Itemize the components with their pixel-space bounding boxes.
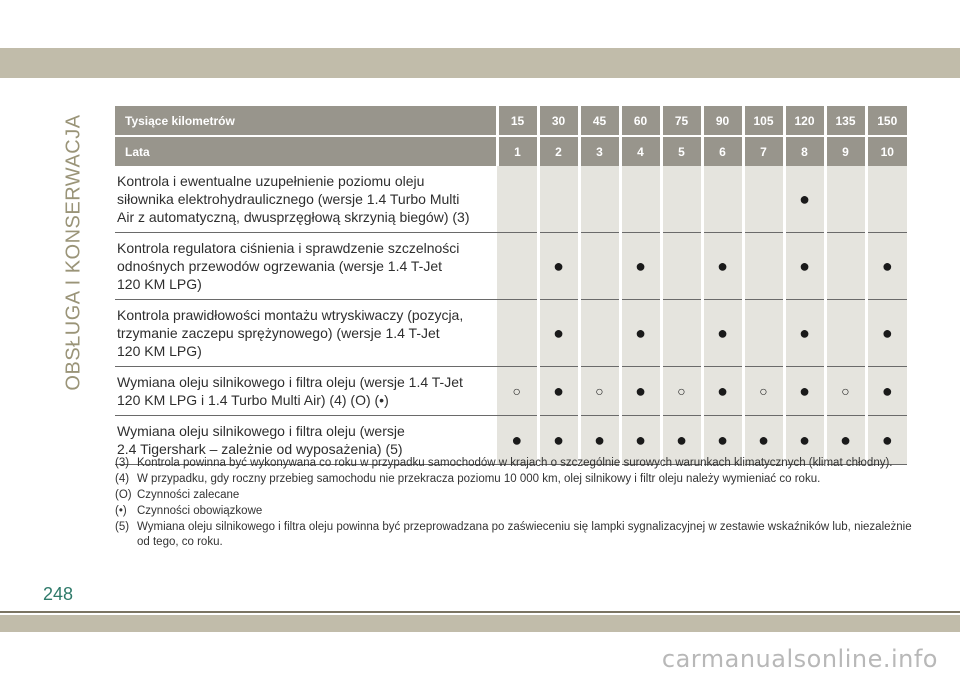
recommended-mark: ○ xyxy=(497,367,538,416)
description-line: Wymiana oleju silnikowego i filtra oleju (wersje xyxy=(117,423,405,439)
km-cell: 135 xyxy=(825,106,866,136)
description-line: Air z automatyczną, dwusprzęgłową skrzynią biegów) (3) xyxy=(117,209,470,225)
mandatory-mark: ● xyxy=(538,416,579,465)
mandatory-mark: ● xyxy=(825,416,866,465)
description-line: siłownika elektrohydraulicznego (wersje 1.4 Turbo Multi xyxy=(117,191,460,207)
recommended-mark: ○ xyxy=(579,367,620,416)
header-years-label: Lata xyxy=(115,136,497,166)
description-line: 120 KM LPG i 1.4 Turbo Multi Air) (4) (O) (•) xyxy=(117,392,389,408)
mandatory-mark: ● xyxy=(538,367,579,416)
description-line: Kontrola i ewentualne uzupełnienie poziomu oleju xyxy=(117,173,425,189)
empty-cell xyxy=(661,300,702,367)
footnote xyxy=(115,504,915,519)
empty-cell xyxy=(661,166,702,233)
footnote-key: (•) xyxy=(115,505,127,517)
year-cell: 1 xyxy=(497,136,538,166)
year-cell: 6 xyxy=(702,136,743,166)
row-description xyxy=(115,367,497,416)
mandatory-mark: ● xyxy=(620,416,661,465)
empty-cell xyxy=(825,166,866,233)
empty-cell xyxy=(579,233,620,300)
km-cell: 105 xyxy=(743,106,784,136)
mandatory-mark: ● xyxy=(579,416,620,465)
empty-cell xyxy=(497,233,538,300)
mandatory-mark: ● xyxy=(620,233,661,300)
schedule-row xyxy=(115,300,907,367)
schedule-row xyxy=(115,367,907,416)
footnote-text: Czynności zalecane xyxy=(137,489,240,501)
year-cell: 4 xyxy=(620,136,661,166)
section-title-vertical xyxy=(52,102,96,402)
km-cell: 15 xyxy=(497,106,538,136)
year-cell: 8 xyxy=(784,136,825,166)
row-description xyxy=(115,166,497,233)
mandatory-mark: ● xyxy=(620,300,661,367)
mandatory-mark: ● xyxy=(866,300,907,367)
maintenance-schedule-table xyxy=(115,106,907,465)
footnote-text: Kontrola powinna być wykonywana co roku w przypadku samochodów w krajach o szczególnie surowych warunkach klimatycznych (klimat chłodny). xyxy=(137,457,893,469)
watermark: carmanualsonline.info xyxy=(661,645,938,673)
footnote xyxy=(115,520,915,550)
page-number: 248 xyxy=(43,584,74,604)
footnote-key: (3) xyxy=(115,457,130,469)
row-description xyxy=(115,300,497,367)
schedule-row xyxy=(115,166,907,233)
mandatory-mark: ● xyxy=(702,367,743,416)
mandatory-mark: ● xyxy=(866,367,907,416)
section-title: OBSŁUGA I KONSERWACJA xyxy=(62,113,85,391)
description-line: 120 KM LPG) xyxy=(117,343,202,359)
header-km-label: Tysiące kilometrów xyxy=(115,106,497,136)
header-row-km xyxy=(115,106,907,136)
empty-cell xyxy=(538,166,579,233)
empty-cell xyxy=(825,300,866,367)
mandatory-mark: ● xyxy=(661,416,702,465)
footnote xyxy=(115,472,915,487)
footnote-key: (O) xyxy=(115,489,132,501)
km-cell: 30 xyxy=(538,106,579,136)
empty-cell xyxy=(702,166,743,233)
km-cell: 150 xyxy=(866,106,907,136)
mandatory-mark: ● xyxy=(620,367,661,416)
header-bar xyxy=(0,48,960,78)
footnote xyxy=(115,456,915,471)
year-cell: 2 xyxy=(538,136,579,166)
empty-cell xyxy=(497,300,538,367)
mandatory-mark: ● xyxy=(538,300,579,367)
empty-cell xyxy=(825,233,866,300)
schedule-row xyxy=(115,233,907,300)
mandatory-mark: ● xyxy=(743,416,784,465)
description-line: Kontrola regulatora ciśnienia i sprawdzenie szczelności xyxy=(117,240,460,256)
row-description xyxy=(115,233,497,300)
km-cell: 120 xyxy=(784,106,825,136)
empty-cell xyxy=(579,300,620,367)
empty-cell xyxy=(743,166,784,233)
header-row-years xyxy=(115,136,907,166)
footnote-text: Czynności obowiązkowe xyxy=(137,505,263,517)
description-line: Wymiana oleju silnikowego i filtra oleju (wersje 1.4 T-Jet xyxy=(117,374,463,390)
footnotes xyxy=(115,456,915,551)
top-margin xyxy=(0,0,960,48)
recommended-mark: ○ xyxy=(743,367,784,416)
empty-cell xyxy=(743,300,784,367)
footnote-text: Wymiana oleju silnikowego i filtra oleju powinna być przeprowadzana po zaświeceniu się lampki sygnalizacyjnej w zestawie wskaźników lub, niezależnie od tego, co roku. xyxy=(137,521,912,548)
mandatory-mark: ● xyxy=(538,233,579,300)
mandatory-mark: ● xyxy=(702,416,743,465)
footnote-key: (5) xyxy=(115,521,130,533)
mandatory-mark: ● xyxy=(702,300,743,367)
footer-bar xyxy=(0,615,960,632)
mandatory-mark: ● xyxy=(784,166,825,233)
empty-cell xyxy=(661,233,702,300)
year-cell: 7 xyxy=(743,136,784,166)
description-line: odnośnych przewodów ogrzewania (wersje 1.4 T-Jet xyxy=(117,258,443,274)
km-cell: 60 xyxy=(620,106,661,136)
mandatory-mark: ● xyxy=(784,233,825,300)
year-cell: 3 xyxy=(579,136,620,166)
km-cell: 45 xyxy=(579,106,620,136)
empty-cell xyxy=(620,166,661,233)
empty-cell xyxy=(743,233,784,300)
empty-cell xyxy=(579,166,620,233)
mandatory-mark: ● xyxy=(497,416,538,465)
mandatory-mark: ● xyxy=(784,367,825,416)
year-cell: 10 xyxy=(866,136,907,166)
year-cell: 9 xyxy=(825,136,866,166)
recommended-mark: ○ xyxy=(661,367,702,416)
mandatory-mark: ● xyxy=(866,233,907,300)
description-line: 120 KM LPG) xyxy=(117,276,202,292)
footnote xyxy=(115,488,915,503)
recommended-mark: ○ xyxy=(825,367,866,416)
mandatory-mark: ● xyxy=(702,233,743,300)
empty-cell xyxy=(497,166,538,233)
description-line: Kontrola prawidłowości montażu wtryskiwaczy (pozycja, xyxy=(117,307,464,323)
mandatory-mark: ● xyxy=(784,416,825,465)
description-line: 2.4 Tigershark – zależnie od wyposażenia) (5) xyxy=(117,441,403,457)
mandatory-mark: ● xyxy=(866,416,907,465)
km-cell: 90 xyxy=(702,106,743,136)
mandatory-mark: ● xyxy=(784,300,825,367)
footnote-text: W przypadku, gdy roczny przebieg samochodu nie przekracza poziomu 10 000 km, olej silnikowy i filtr oleju należy wymieniać co roku. xyxy=(137,473,821,485)
description-line: trzymanie zaczepu sprężynowego) (wersje 1.4 T-Jet xyxy=(117,325,440,341)
year-cell: 5 xyxy=(661,136,702,166)
km-cell: 75 xyxy=(661,106,702,136)
footer-line xyxy=(0,611,960,613)
empty-cell xyxy=(866,166,907,233)
footnote-key: (4) xyxy=(115,473,130,485)
